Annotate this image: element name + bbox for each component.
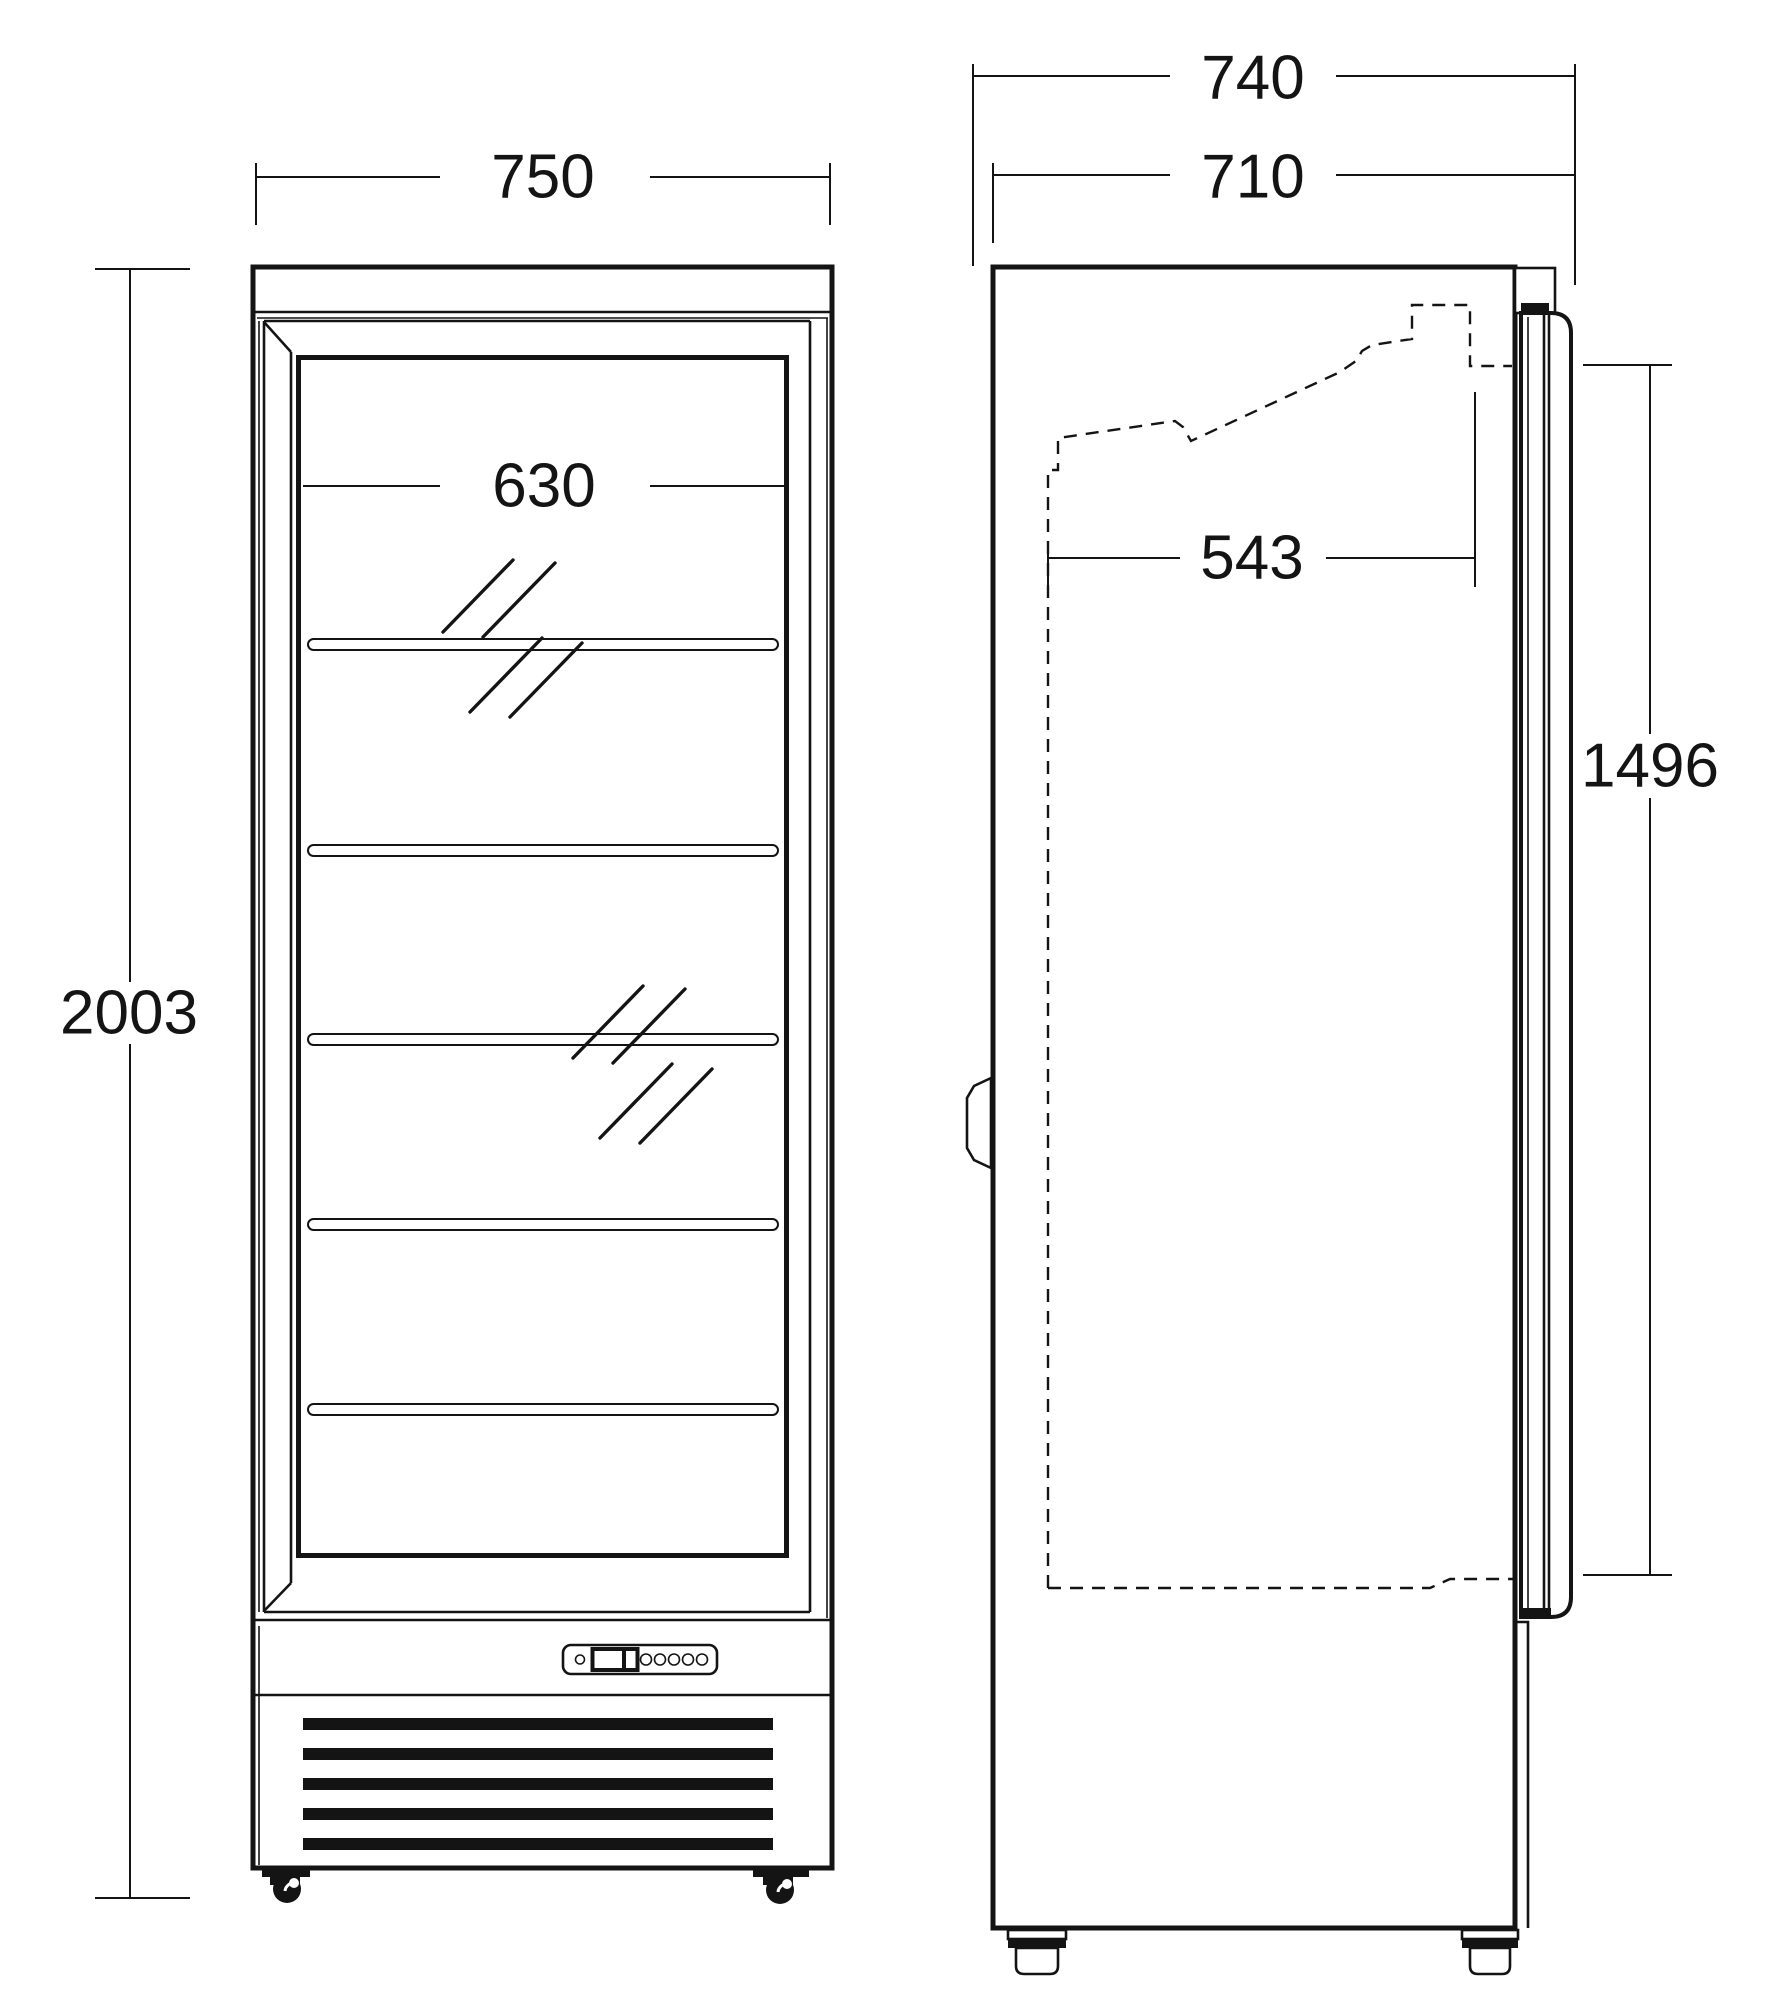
side-bottom-hinge	[1523, 1608, 1551, 1619]
foot-body	[1016, 1948, 1058, 1974]
vent-slat	[303, 1718, 773, 1730]
shelf-line	[308, 1404, 778, 1415]
front-right-caster	[753, 1866, 809, 1904]
dim-front-overall-height	[60, 269, 198, 1898]
shelf-line	[308, 1034, 778, 1045]
vent-slat	[303, 1838, 773, 1850]
vent-slat	[303, 1808, 773, 1820]
vent-slat	[303, 1748, 773, 1760]
side-rear-foot	[1008, 1930, 1066, 1974]
shelf-line	[308, 639, 778, 650]
temperature-display[interactable]	[593, 1649, 638, 1670]
dim-label-interior-depth: 543	[1200, 523, 1304, 593]
foot-body	[1470, 1948, 1510, 1974]
shelf-line	[308, 845, 778, 856]
dim-side-door-height	[1581, 365, 1719, 1575]
dim-label-door-height: 1496	[1581, 731, 1719, 801]
side-front-foot	[1462, 1930, 1518, 1974]
dim-label-body-depth: 710	[1201, 142, 1305, 212]
side-rear-bracket	[967, 1078, 991, 1168]
dim-label-front-height: 2003	[60, 978, 198, 1048]
dim-label-glass-width: 630	[492, 451, 596, 521]
dim-label-front-width: 750	[491, 142, 595, 212]
dim-front-overall-width	[256, 143, 830, 226]
side-cabinet-outline	[993, 267, 1515, 1928]
front-left-caster	[262, 1866, 310, 1903]
vent-slat	[303, 1778, 773, 1790]
dim-label-overall-depth: 740	[1201, 43, 1305, 113]
shelf-line	[308, 1219, 778, 1230]
dim-side-body-depth	[993, 143, 1575, 244]
